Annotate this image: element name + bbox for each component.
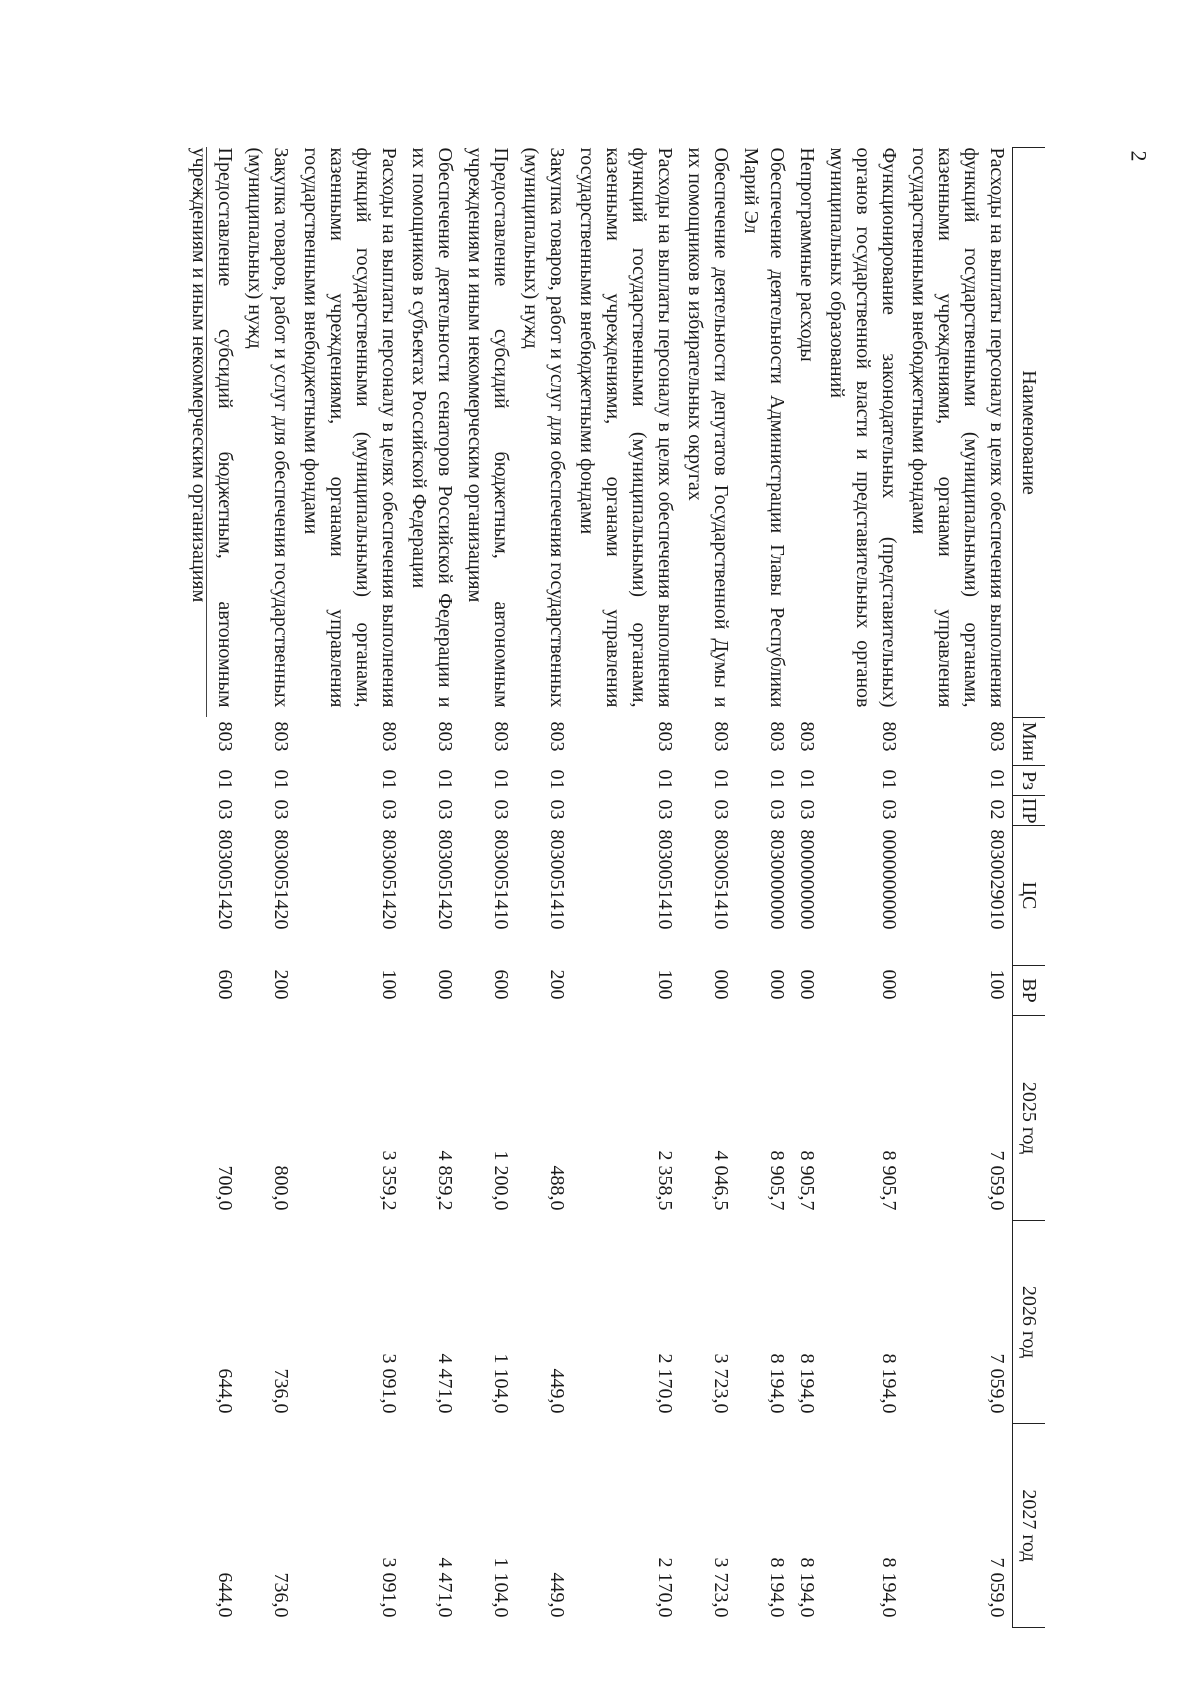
cell-cs: 8030051420: [270, 829, 292, 930]
cell-cs: 8030051420: [214, 829, 236, 930]
cell-pr: 03: [270, 799, 292, 820]
cell-y2026: 7 059,0: [986, 1353, 1008, 1414]
table-body: [184, 148, 1013, 1628]
cell-name: Расходы на выплаты персоналу в целях обеспечения выполнения функций государственными (муниципальными) органами, казенными учреждениями, органами управления государственными внебюджетными фондами: [300, 147, 400, 708]
cell-rz: 01: [796, 769, 818, 790]
header-pr: ПР: [1013, 796, 1046, 826]
cell-pr: 03: [214, 799, 236, 820]
cell-min: 803: [796, 721, 818, 752]
cell-vr: 100: [654, 969, 676, 1000]
cell-y2026: 8 194,0: [796, 1353, 818, 1414]
cell-min: 803: [654, 721, 676, 752]
cell-vr: 200: [270, 969, 292, 1000]
cell-y2027: 3 091,0: [378, 1557, 400, 1618]
cell-y2027: 736,0: [270, 1572, 292, 1618]
cell-cs: 0000000000: [878, 829, 900, 930]
cell-min: 803: [878, 721, 900, 752]
table-row: [680, 148, 736, 1628]
header-min: Мин: [1013, 718, 1046, 766]
cell-cs: 8030051410: [546, 829, 568, 930]
cell-y2025: 7 059,0: [986, 1150, 1008, 1211]
cell-y2027: 2 170,0: [654, 1557, 676, 1618]
cell-vr: 100: [986, 969, 1008, 1000]
cell-name: Непрограммные расходы: [796, 147, 818, 362]
cell-vr: 000: [434, 969, 456, 1000]
cell-y2026: 3 091,0: [378, 1353, 400, 1414]
cell-y2026: 3 723,0: [710, 1353, 732, 1414]
header-cs: ЦС: [1013, 826, 1046, 966]
cell-rz: 01: [434, 769, 456, 790]
table-row: [184, 148, 240, 1628]
cell-y2027: 4 471,0: [434, 1557, 456, 1618]
cell-y2026: 4 471,0: [434, 1353, 456, 1414]
cell-rz: 01: [490, 769, 512, 790]
table-row: [822, 148, 904, 1628]
cell-y2027: 3 723,0: [710, 1557, 732, 1618]
cell-rz: 01: [986, 769, 1008, 790]
cell-y2025: 2 358,5: [654, 1150, 676, 1211]
header-vr: ВР: [1013, 966, 1046, 1016]
cell-min: 803: [214, 721, 236, 752]
cell-name: Закупка товаров, работ и услуг для обеспечения государственных (муниципальных) нужд: [244, 147, 292, 708]
cell-pr: 03: [546, 799, 568, 820]
header-2025: 2025 год: [1013, 1016, 1046, 1221]
cell-min: 803: [378, 721, 400, 752]
cell-y2025: 8 905,7: [796, 1150, 818, 1211]
cell-y2026: 1 104,0: [490, 1353, 512, 1414]
cell-name: Функционирование законодательных (представительных) органов государственной власти и представительных органов муниципальных образований: [826, 147, 900, 708]
cell-pr: 03: [490, 799, 512, 820]
table-row: [240, 148, 296, 1628]
cell-min: 803: [710, 721, 732, 752]
page-number: 2: [1126, 150, 1152, 162]
cell-vr: 100: [378, 969, 400, 1000]
cell-min: 803: [766, 721, 788, 752]
cell-rz: 01: [878, 769, 900, 790]
cell-rz: 01: [546, 769, 568, 790]
cell-pr: 03: [710, 799, 732, 820]
table-row: [404, 148, 460, 1628]
cell-vr: 000: [766, 969, 788, 1000]
cell-rz: 01: [766, 769, 788, 790]
table-row: [792, 148, 822, 1628]
cell-name: Предоставление субсидий бюджетным, автономным учреждениям и иным некоммерческим организациям: [464, 147, 512, 708]
table-row: [296, 148, 404, 1628]
cell-pr: 02: [986, 799, 1008, 820]
budget-table: [184, 147, 1045, 1628]
header-name: Наименование: [1013, 148, 1046, 718]
cell-y2027: 8 194,0: [796, 1557, 818, 1618]
cell-y2025: 1 200,0: [490, 1150, 512, 1211]
cell-pr: 03: [878, 799, 900, 820]
cell-vr: 000: [796, 969, 818, 1000]
cell-y2025: 488,0: [546, 1165, 568, 1211]
cell-rz: 01: [214, 769, 236, 790]
cell-rz: 01: [654, 769, 676, 790]
cell-name: Расходы на выплаты персоналу в целях обеспечения выполнения функций государственными (муниципальными) органами, казенными учреждениями, органами управления государственными внебюджетными фондами: [576, 147, 676, 708]
cell-name: Обеспечение деятельности депутатов Государственной Думы и их помощников в избирательных округах: [684, 147, 732, 708]
header-2027: 2027 год: [1013, 1424, 1046, 1628]
cell-y2027: 8 194,0: [878, 1557, 900, 1618]
cell-min: 803: [270, 721, 292, 752]
cell-cs: 8030051420: [434, 829, 456, 930]
cell-cs: 8030051420: [378, 829, 400, 930]
table-row: [736, 148, 792, 1628]
budget-table-rotated: [188, 147, 1045, 1627]
cell-min: 803: [986, 721, 1008, 752]
cell-name: Расходы на выплаты персоналу в целях обеспечения выполнения функций государственными (муниципальными) органами, казенными учреждениями, органами управления государственными внебюджетными фондами: [908, 147, 1008, 708]
cell-y2027: 449,0: [546, 1572, 568, 1618]
cell-name: Обеспечение деятельности Администрации Главы Республики Марий Эл: [740, 147, 788, 708]
table-header-row: [1013, 148, 1046, 1628]
cell-cs: 8030051410: [710, 829, 732, 930]
header-2026: 2026 год: [1013, 1221, 1046, 1424]
cell-rz: 01: [378, 769, 400, 790]
cell-y2027: 7 059,0: [986, 1557, 1008, 1618]
cell-name: Предоставление субсидий бюджетным, автономным учреждениям и иным некоммерческим организациям: [188, 147, 236, 708]
cell-vr: 000: [710, 969, 732, 1000]
cell-pr: 03: [796, 799, 818, 820]
table-bottom-line: [206, 147, 207, 717]
cell-pr: 03: [654, 799, 676, 820]
cell-y2026: 8 194,0: [766, 1353, 788, 1414]
cell-y2025: 8 905,7: [878, 1150, 900, 1211]
table-row: [904, 148, 1013, 1628]
cell-y2027: 1 104,0: [490, 1557, 512, 1618]
cell-pr: 03: [378, 799, 400, 820]
cell-name: Обеспечение деятельности сенаторов Российской Федерации и их помощников в субъектах Российской Федерации: [408, 147, 456, 708]
cell-min: 803: [490, 721, 512, 752]
table-row: [516, 148, 572, 1628]
cell-y2025: 4 046,5: [710, 1150, 732, 1211]
cell-cs: 8000000000: [796, 829, 818, 930]
cell-y2025: 700,0: [214, 1165, 236, 1211]
cell-y2025: 4 859,2: [434, 1150, 456, 1211]
cell-y2026: 644,0: [214, 1368, 236, 1414]
cell-y2027: 8 194,0: [766, 1557, 788, 1618]
cell-y2025: 800,0: [270, 1165, 292, 1211]
cell-min: 803: [546, 721, 568, 752]
cell-y2027: 644,0: [214, 1572, 236, 1618]
cell-pr: 03: [766, 799, 788, 820]
cell-vr: 200: [546, 969, 568, 1000]
cell-name: Закупка товаров, работ и услуг для обеспечения государственных (муниципальных) нужд: [520, 147, 568, 708]
cell-min: 803: [434, 721, 456, 752]
cell-cs: 8030051410: [490, 829, 512, 930]
table-row: [460, 148, 516, 1628]
cell-y2025: 3 359,2: [378, 1150, 400, 1211]
cell-y2026: 2 170,0: [654, 1353, 676, 1414]
header-rz: Рз: [1013, 766, 1046, 796]
cell-cs: 8030051410: [654, 829, 676, 930]
cell-vr: 000: [878, 969, 900, 1000]
cell-vr: 600: [214, 969, 236, 1000]
table-row: [572, 148, 680, 1628]
cell-vr: 600: [490, 969, 512, 1000]
cell-rz: 01: [270, 769, 292, 790]
cell-y2025: 8 905,7: [766, 1150, 788, 1211]
cell-cs: 8030000000: [766, 829, 788, 930]
cell-rz: 01: [710, 769, 732, 790]
cell-cs: 8030029010: [986, 829, 1008, 930]
cell-y2026: 8 194,0: [878, 1353, 900, 1414]
cell-pr: 03: [434, 799, 456, 820]
cell-y2026: 449,0: [546, 1368, 568, 1414]
cell-y2026: 736,0: [270, 1368, 292, 1414]
